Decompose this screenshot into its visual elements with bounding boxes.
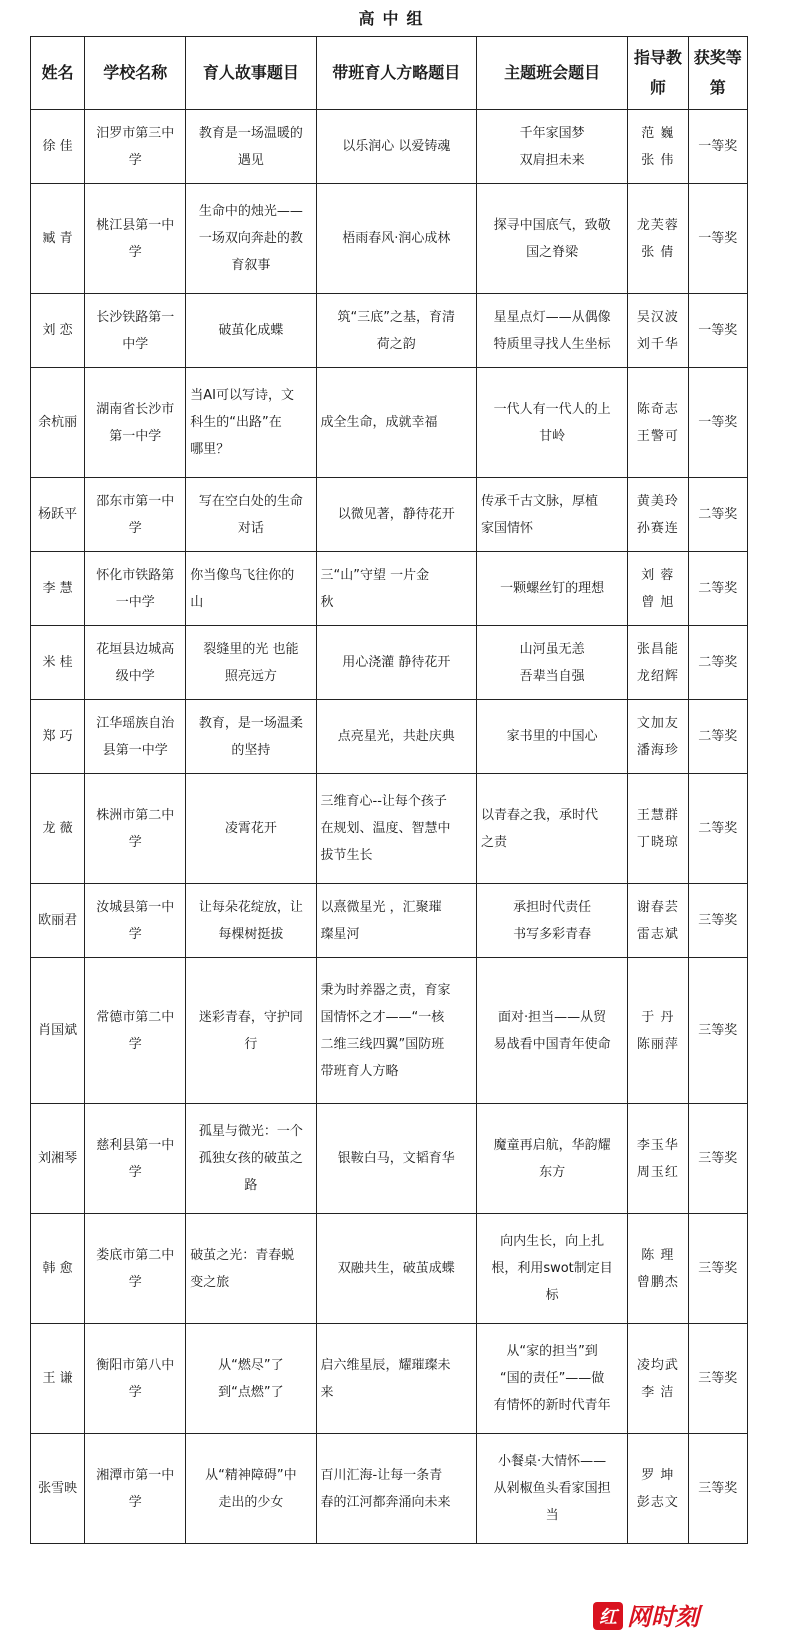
school-line: 汨罗市第三中 bbox=[96, 125, 175, 141]
story-title-cell bbox=[186, 958, 316, 1104]
school-line: 一中学 bbox=[115, 594, 155, 610]
strategy-title-cell bbox=[316, 626, 476, 700]
story-line: 山 bbox=[190, 594, 204, 610]
teacher-name: 文加友 bbox=[636, 715, 679, 731]
meeting-line: 探寻中国底气，致敬 bbox=[493, 217, 611, 233]
award-cell: 一等奖 bbox=[688, 294, 747, 368]
student-name-cell: 刘 恋 bbox=[31, 294, 85, 368]
table-row bbox=[31, 552, 748, 626]
teacher-cell bbox=[628, 1104, 688, 1214]
school-cell bbox=[85, 626, 186, 700]
meeting-title-cell bbox=[477, 184, 628, 294]
award-cell: 三等奖 bbox=[688, 884, 747, 958]
school-cell bbox=[85, 700, 186, 774]
strategy-line: 成全生命，成就幸福 bbox=[320, 415, 438, 430]
strategy-line: 来 bbox=[320, 1384, 334, 1400]
school-line: 花垣县边城高 bbox=[96, 641, 175, 657]
teacher-name: 王慧群 bbox=[636, 807, 679, 823]
header-meeting: 主题班会题目 bbox=[477, 37, 628, 110]
story-line: 科生的“出路”在 bbox=[190, 415, 282, 430]
table-row bbox=[31, 110, 748, 184]
school-line: 学 bbox=[128, 520, 142, 536]
story-line: 走出的少女 bbox=[218, 1494, 284, 1510]
strategy-line: 拔节生长 bbox=[320, 848, 373, 863]
award-cell: 三等奖 bbox=[688, 1324, 747, 1434]
school-line: 学 bbox=[128, 1036, 142, 1052]
story-line: 遇见 bbox=[237, 152, 264, 168]
strategy-line: 百川汇海-让每一条青 bbox=[320, 1467, 443, 1483]
watermark-first-char: 红 bbox=[599, 1607, 617, 1628]
strategy-line: 双融共生，破茧成蝶 bbox=[337, 1261, 455, 1276]
meeting-line: 有情怀的新时代青年 bbox=[493, 1398, 611, 1413]
school-line: 学 bbox=[128, 152, 142, 168]
award-cell: 一等奖 bbox=[688, 184, 747, 294]
strategy-line: 银鞍白马，文韬育华 bbox=[337, 1151, 455, 1166]
teacher-cell bbox=[628, 1434, 688, 1544]
teacher-cell bbox=[628, 1324, 688, 1434]
table-row bbox=[31, 368, 748, 478]
school-cell bbox=[85, 552, 186, 626]
teacher-name: 凌均武 bbox=[636, 1357, 679, 1373]
story-line: 行 bbox=[244, 1036, 258, 1052]
meeting-line: 魔童再启航，华韵耀 bbox=[493, 1137, 611, 1153]
teacher-cell bbox=[628, 774, 688, 884]
story-title-cell bbox=[186, 110, 316, 184]
school-line: 邵东市第一中 bbox=[96, 493, 175, 509]
story-title-cell bbox=[186, 1324, 316, 1434]
teacher-name: 范 巍 bbox=[641, 125, 675, 141]
school-line: 怀化市铁路第 bbox=[96, 567, 175, 583]
meeting-title-cell bbox=[477, 110, 628, 184]
teacher-cell bbox=[628, 294, 688, 368]
story-line: 教育是一场温暖的 bbox=[198, 125, 303, 141]
meeting-line: 小餐桌·大情怀—— bbox=[498, 1454, 607, 1469]
school-line: 湖南省长沙市 bbox=[96, 401, 175, 417]
school-cell bbox=[85, 884, 186, 958]
award-cell: 三等奖 bbox=[688, 1214, 747, 1324]
strategy-line: 秋 bbox=[320, 594, 334, 610]
award-cell: 三等奖 bbox=[688, 1434, 747, 1544]
meeting-line: 特质里寻找人生坐标 bbox=[493, 336, 611, 352]
school-line: 学 bbox=[128, 244, 142, 260]
meeting-line: 千年家国梦 bbox=[519, 125, 585, 141]
story-line: 从“精神障碍”中 bbox=[205, 1467, 297, 1483]
award-cell: 二等奖 bbox=[688, 478, 747, 552]
school-line: 衡阳市第八中 bbox=[96, 1357, 175, 1373]
school-cell bbox=[85, 184, 186, 294]
award-cell: 一等奖 bbox=[688, 110, 747, 184]
teacher-cell bbox=[628, 884, 688, 958]
story-title-cell bbox=[186, 184, 316, 294]
strategy-title-cell bbox=[316, 478, 476, 552]
award-cell: 二等奖 bbox=[688, 552, 747, 626]
school-cell bbox=[85, 1434, 186, 1544]
meeting-line: 以青春之我，承时代 bbox=[481, 807, 599, 823]
strategy-line: 璨星河 bbox=[320, 926, 360, 942]
story-title-cell bbox=[186, 884, 316, 958]
meeting-line: 从“家的担当”到 bbox=[506, 1344, 598, 1359]
table-row bbox=[31, 1214, 748, 1324]
meeting-line: 吾辈当自强 bbox=[519, 668, 585, 684]
strategy-line: 启六维星辰，耀璀璨未 bbox=[320, 1357, 451, 1373]
table-row bbox=[31, 700, 748, 774]
strategy-line: 以微见著，静待花开 bbox=[337, 507, 455, 522]
teacher-name: 李玉华 bbox=[636, 1137, 679, 1153]
header-name: 姓名 bbox=[31, 37, 85, 110]
story-line: 从“燃尽”了 bbox=[218, 1357, 284, 1373]
teacher-name: 孙赛连 bbox=[636, 520, 679, 536]
student-name-cell: 欧丽君 bbox=[31, 884, 85, 958]
watermark-rest: 网时刻 bbox=[627, 1603, 699, 1631]
story-title-cell bbox=[186, 626, 316, 700]
school-line: 长沙铁路第一 bbox=[96, 309, 175, 325]
story-line: 的坚持 bbox=[231, 742, 271, 758]
story-title-cell bbox=[186, 478, 316, 552]
award-cell: 二等奖 bbox=[688, 626, 747, 700]
story-title-cell bbox=[186, 368, 316, 478]
meeting-line: 星星点灯——从偶像 bbox=[493, 309, 611, 325]
school-line: 常德市第二中 bbox=[96, 1009, 175, 1025]
school-cell bbox=[85, 774, 186, 884]
school-line: 级中学 bbox=[115, 668, 155, 684]
page-title: 高中组 bbox=[358, 9, 431, 28]
story-line: 裂缝里的光 也能 bbox=[203, 641, 299, 657]
teacher-name: 张 伟 bbox=[641, 152, 675, 168]
strategy-title-cell bbox=[316, 700, 476, 774]
school-cell bbox=[85, 110, 186, 184]
school-line: 学 bbox=[128, 1384, 142, 1400]
student-name-cell: 米 桂 bbox=[31, 626, 85, 700]
story-line: 写在空白处的生命 bbox=[198, 493, 303, 509]
school-line: 第一中学 bbox=[109, 428, 162, 444]
strategy-line: 春的江河都奔涌向未来 bbox=[320, 1494, 451, 1510]
meeting-title-cell bbox=[477, 294, 628, 368]
school-line: 学 bbox=[128, 926, 142, 942]
teacher-cell bbox=[628, 478, 688, 552]
school-line: 中学 bbox=[122, 336, 149, 352]
story-line: 凌霄花开 bbox=[224, 821, 277, 836]
meeting-title-cell bbox=[477, 1214, 628, 1324]
meeting-title-cell bbox=[477, 368, 628, 478]
story-line: 孤星与微光：一个 bbox=[198, 1124, 303, 1139]
school-cell bbox=[85, 1324, 186, 1434]
strategy-title-cell bbox=[316, 1104, 476, 1214]
meeting-title-cell bbox=[477, 1434, 628, 1544]
school-cell bbox=[85, 958, 186, 1104]
teacher-name: 陈 理 bbox=[641, 1247, 675, 1263]
meeting-line: 一代人有一代人的上 bbox=[493, 401, 611, 417]
table-row bbox=[31, 884, 748, 958]
table-row bbox=[31, 626, 748, 700]
school-line: 学 bbox=[128, 1274, 142, 1290]
meeting-line: 易战看中国青年使命 bbox=[493, 1036, 611, 1052]
strategy-title-cell bbox=[316, 110, 476, 184]
student-name-cell: 刘湘琴 bbox=[31, 1104, 85, 1214]
meeting-title-cell bbox=[477, 884, 628, 958]
story-line: 教育，是一场温柔 bbox=[198, 715, 303, 731]
meeting-line: 承担时代责任 bbox=[513, 899, 592, 915]
teacher-name: 雷志斌 bbox=[636, 926, 679, 942]
student-name-cell: 龙 薇 bbox=[31, 774, 85, 884]
table-row bbox=[31, 958, 748, 1104]
award-cell: 一等奖 bbox=[688, 368, 747, 478]
table-row bbox=[31, 478, 748, 552]
student-name-cell: 杨跃平 bbox=[31, 478, 85, 552]
awards-table bbox=[30, 36, 748, 1544]
meeting-line: 一颗螺丝钉的理想 bbox=[500, 581, 605, 596]
teacher-name: 潘海珍 bbox=[636, 742, 679, 758]
teacher-cell bbox=[628, 626, 688, 700]
school-line: 慈利县第一中 bbox=[96, 1137, 175, 1153]
school-cell bbox=[85, 368, 186, 478]
table-row bbox=[31, 184, 748, 294]
school-line: 学 bbox=[128, 1164, 142, 1180]
school-cell bbox=[85, 294, 186, 368]
strategy-line: 国情怀之才——“一核 bbox=[320, 1009, 445, 1025]
school-line: 娄底市第二中 bbox=[96, 1247, 175, 1263]
student-name-cell: 余杭丽 bbox=[31, 368, 85, 478]
table-row bbox=[31, 774, 748, 884]
school-line: 县第一中学 bbox=[102, 742, 168, 758]
meeting-line: 东方 bbox=[539, 1164, 566, 1180]
strategy-line: 在规划、温度、智慧中 bbox=[320, 821, 451, 836]
story-line: 迷彩青春，守护同 bbox=[198, 1009, 303, 1025]
teacher-name: 陈丽萍 bbox=[636, 1036, 679, 1052]
school-line: 湘潭市第一中 bbox=[96, 1467, 175, 1483]
story-line: 孤独女孩的破茧之 bbox=[198, 1151, 303, 1166]
story-line: 让每朵花绽放，让 bbox=[198, 899, 303, 915]
meeting-title-cell bbox=[477, 552, 628, 626]
strategy-title-cell bbox=[316, 884, 476, 958]
strategy-line: 二维三线四翼”国防班 bbox=[320, 1036, 445, 1052]
meeting-title-cell bbox=[477, 700, 628, 774]
school-cell bbox=[85, 478, 186, 552]
header-school: 学校名称 bbox=[85, 37, 186, 110]
meeting-line: “国的责任”——做 bbox=[499, 1371, 605, 1386]
teacher-name: 王警可 bbox=[636, 428, 679, 444]
teacher-name: 张昌能 bbox=[636, 641, 679, 657]
award-cell: 二等奖 bbox=[688, 774, 747, 884]
student-name-cell: 李 慧 bbox=[31, 552, 85, 626]
meeting-title-cell bbox=[477, 1104, 628, 1214]
strategy-line: 用心浇灌 静待花开 bbox=[342, 655, 451, 670]
school-line: 学 bbox=[128, 1494, 142, 1510]
story-line: 破茧之光：青春蜕 bbox=[190, 1247, 295, 1263]
strategy-line: 筑“三底”之基，育清 bbox=[337, 309, 456, 325]
teacher-cell bbox=[628, 552, 688, 626]
meeting-title-cell bbox=[477, 774, 628, 884]
strategy-title-cell bbox=[316, 184, 476, 294]
story-line: 哪里？ bbox=[190, 442, 230, 457]
award-cell: 二等奖 bbox=[688, 700, 747, 774]
strategy-title-cell bbox=[316, 1214, 476, 1324]
teacher-cell bbox=[628, 958, 688, 1104]
teacher-name: 于 丹 bbox=[641, 1009, 675, 1025]
school-cell bbox=[85, 1104, 186, 1214]
strategy-line: 荷之韵 bbox=[376, 336, 416, 352]
story-title-cell bbox=[186, 1434, 316, 1544]
school-line: 桃江县第一中 bbox=[96, 217, 175, 233]
school-line: 汝城县第一中 bbox=[96, 899, 175, 915]
watermark-logo bbox=[593, 1598, 743, 1634]
teacher-name: 刘 蓉 bbox=[641, 567, 675, 583]
meeting-line: 国之脊梁 bbox=[526, 244, 579, 260]
strategy-title-cell bbox=[316, 368, 476, 478]
student-name-cell: 韩 愈 bbox=[31, 1214, 85, 1324]
story-line: 当AI可以写诗，文 bbox=[190, 388, 294, 403]
strategy-title-cell bbox=[316, 1434, 476, 1544]
story-line: 变之旅 bbox=[190, 1274, 230, 1290]
header-story: 育人故事题目 bbox=[186, 37, 316, 110]
teacher-name: 彭志文 bbox=[636, 1494, 679, 1510]
meeting-line: 书写多彩青春 bbox=[513, 926, 592, 942]
strategy-title-cell bbox=[316, 552, 476, 626]
meeting-title-cell bbox=[477, 626, 628, 700]
teacher-name: 曾鹏杰 bbox=[636, 1274, 679, 1290]
meeting-title-cell bbox=[477, 1324, 628, 1434]
meeting-line: 当 bbox=[545, 1508, 559, 1523]
meeting-title-cell bbox=[477, 958, 628, 1104]
strategy-line: 以乐润心 以爱铸魂 bbox=[342, 139, 451, 154]
teacher-name: 龙芙蓉 bbox=[636, 217, 679, 233]
meeting-line: 双肩担未来 bbox=[519, 152, 585, 168]
table-row bbox=[31, 294, 748, 368]
story-title-cell bbox=[186, 774, 316, 884]
meeting-line: 之责 bbox=[481, 834, 508, 850]
meeting-line: 甘岭 bbox=[539, 428, 566, 444]
story-line: 对话 bbox=[237, 520, 264, 536]
teacher-name: 曾 旭 bbox=[641, 594, 675, 610]
teacher-cell bbox=[628, 110, 688, 184]
meeting-title-cell bbox=[477, 478, 628, 552]
meeting-line: 家国情怀 bbox=[481, 520, 534, 536]
table-row bbox=[31, 1324, 748, 1434]
story-title-cell bbox=[186, 552, 316, 626]
story-line: 路 bbox=[244, 1178, 258, 1193]
header-strategy: 带班育人方略题目 bbox=[316, 37, 476, 110]
story-line: 育叙事 bbox=[231, 258, 271, 273]
teacher-name: 丁晓琼 bbox=[636, 834, 679, 850]
teacher-cell bbox=[628, 1214, 688, 1324]
student-name-cell: 臧 青 bbox=[31, 184, 85, 294]
teacher-name: 李 洁 bbox=[641, 1384, 675, 1400]
school-line: 江华瑶族自治 bbox=[96, 715, 175, 731]
meeting-line: 标 bbox=[545, 1288, 559, 1303]
strategy-line: 以熹微星光 ，汇聚璀 bbox=[320, 899, 442, 915]
award-cell: 三等奖 bbox=[688, 1104, 747, 1214]
table-row bbox=[31, 1434, 748, 1544]
school-cell bbox=[85, 1214, 186, 1324]
story-line: 破茧化成蝶 bbox=[218, 323, 284, 338]
strategy-line: 秉为时养器之责，育家 bbox=[320, 982, 451, 998]
strategy-line: 梧雨春风·润心成林 bbox=[342, 231, 451, 246]
teacher-cell bbox=[628, 184, 688, 294]
teacher-name: 张 倩 bbox=[641, 244, 675, 260]
table-row bbox=[31, 1104, 748, 1214]
strategy-line: 三“山”守望 一片金 bbox=[320, 567, 430, 583]
award-cell: 三等奖 bbox=[688, 958, 747, 1104]
story-line: 一场双向奔赴的教 bbox=[198, 231, 303, 246]
story-line: 每棵树挺拔 bbox=[218, 926, 284, 942]
meeting-line: 面对·担当——从贸 bbox=[498, 1009, 607, 1025]
story-line: 生命中的烛光—— bbox=[198, 204, 303, 219]
strategy-line: 三维育心--让每个孩子 bbox=[320, 794, 447, 809]
student-name-cell: 肖国斌 bbox=[31, 958, 85, 1104]
story-title-cell bbox=[186, 1104, 316, 1214]
story-line: 到“点燃”了 bbox=[218, 1384, 284, 1400]
teacher-name: 黄美玲 bbox=[636, 493, 679, 509]
teacher-name: 周玉红 bbox=[636, 1164, 679, 1180]
header-row bbox=[31, 37, 748, 110]
student-name-cell: 郑 巧 bbox=[31, 700, 85, 774]
teacher-name: 刘千华 bbox=[636, 336, 679, 352]
meeting-line: 家书里的中国心 bbox=[506, 729, 598, 744]
meeting-line: 传承千古文脉，厚植 bbox=[481, 493, 599, 509]
teacher-name: 龙绍辉 bbox=[636, 668, 679, 684]
story-line: 照亮远方 bbox=[224, 668, 277, 684]
teacher-name: 吴汉波 bbox=[636, 309, 679, 325]
strategy-title-cell bbox=[316, 294, 476, 368]
header-award: 获奖等第 bbox=[688, 37, 747, 110]
teacher-cell bbox=[628, 368, 688, 478]
story-title-cell bbox=[186, 294, 316, 368]
strategy-line: 带班育人方略 bbox=[320, 1063, 399, 1079]
strategy-title-cell bbox=[316, 1324, 476, 1434]
meeting-line: 向内生长，向上扎 bbox=[500, 1234, 605, 1249]
teacher-name: 罗 坤 bbox=[641, 1467, 675, 1483]
story-line: 你当像鸟飞往你的 bbox=[190, 567, 295, 583]
school-line: 株洲市第二中 bbox=[96, 807, 175, 823]
strategy-line: 点亮星光，共赴庆典 bbox=[337, 729, 455, 744]
school-line: 学 bbox=[128, 834, 142, 850]
student-name-cell: 王 谦 bbox=[31, 1324, 85, 1434]
meeting-line: 从剁椒鱼头看家国担 bbox=[493, 1481, 611, 1496]
header-teacher: 指导教师 bbox=[628, 37, 688, 110]
teacher-cell bbox=[628, 700, 688, 774]
strategy-title-cell bbox=[316, 958, 476, 1104]
teacher-name: 陈奇志 bbox=[636, 401, 679, 417]
strategy-title-cell bbox=[316, 774, 476, 884]
student-name-cell: 张雪映 bbox=[31, 1434, 85, 1544]
table-body bbox=[31, 110, 748, 1544]
meeting-line: 根，利用swot制定目 bbox=[491, 1261, 613, 1276]
student-name-cell: 徐 佳 bbox=[31, 110, 85, 184]
story-title-cell bbox=[186, 700, 316, 774]
story-title-cell bbox=[186, 1214, 316, 1324]
teacher-name: 谢春芸 bbox=[636, 899, 679, 915]
meeting-line: 山河虽无恙 bbox=[519, 641, 585, 657]
